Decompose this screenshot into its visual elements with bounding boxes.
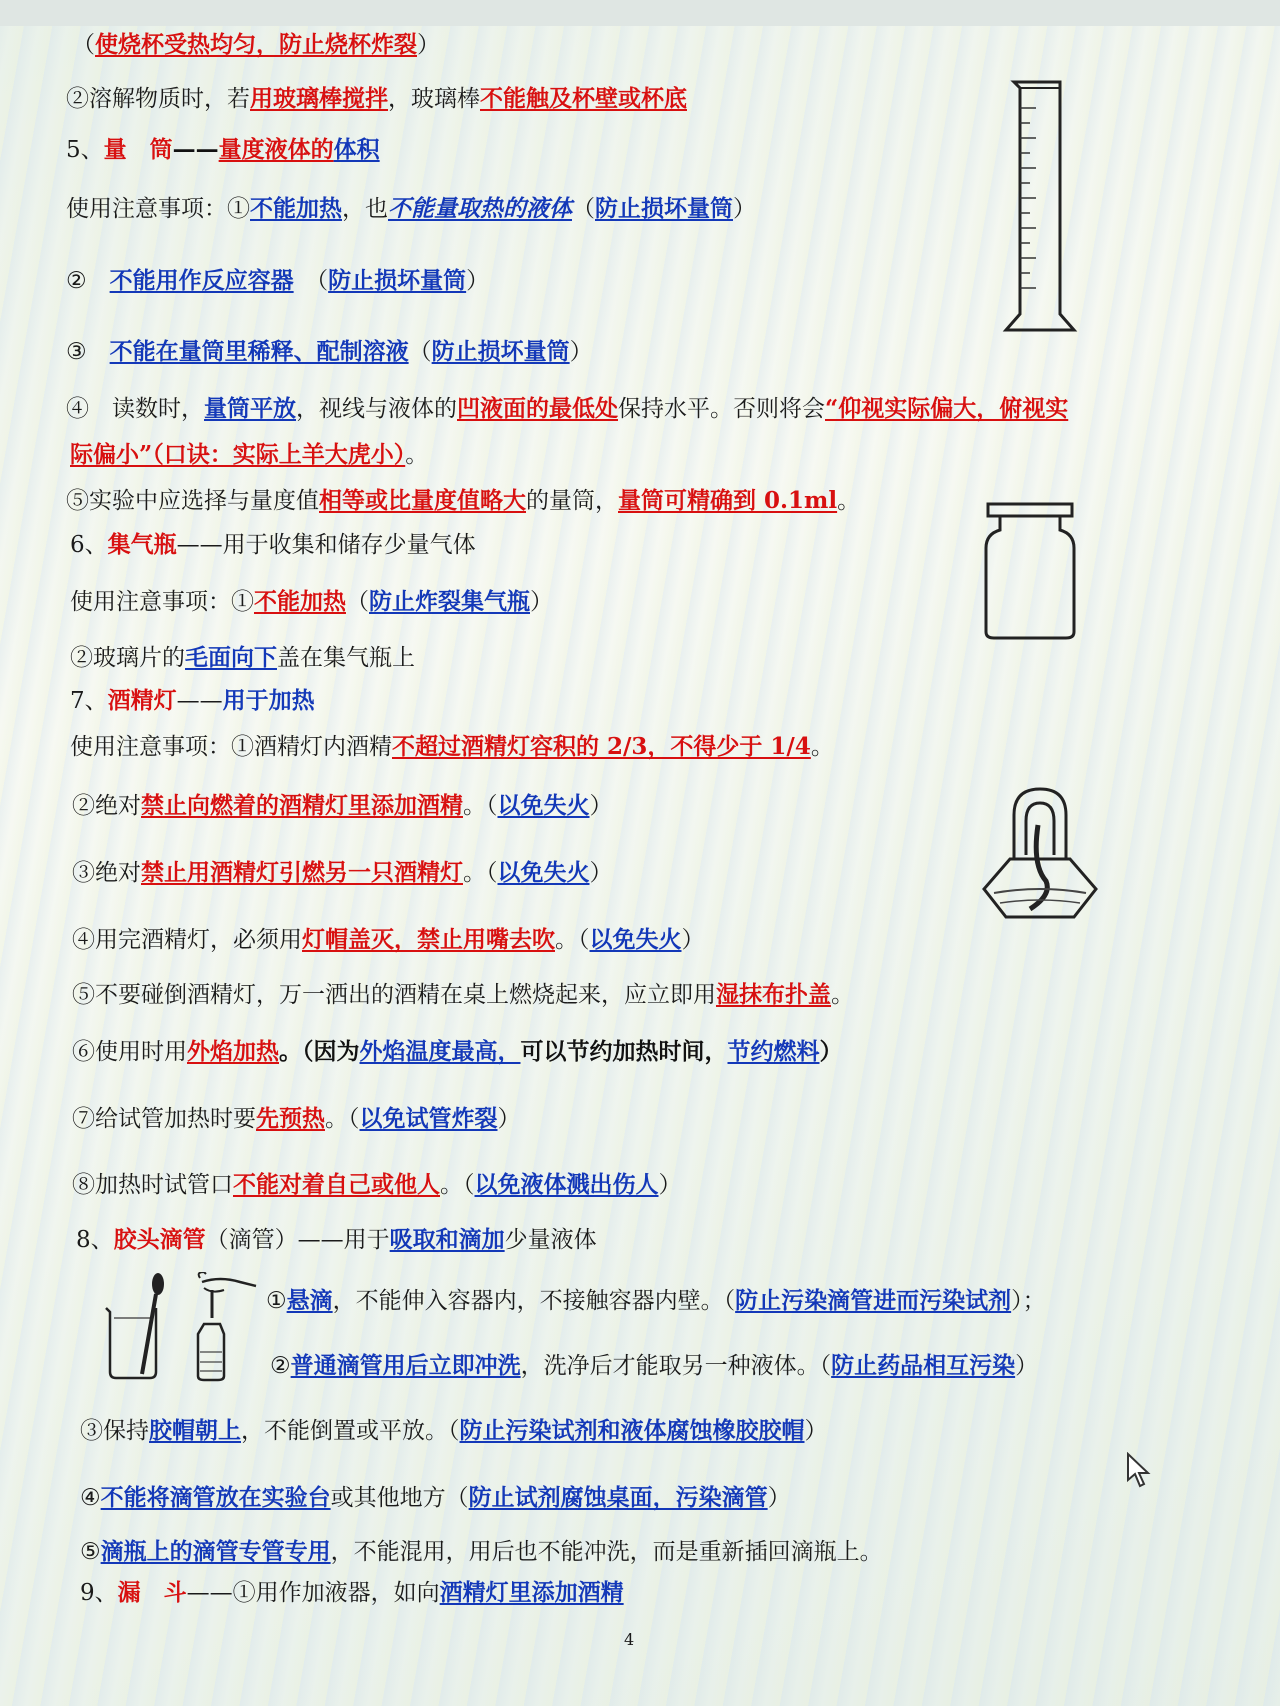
note-line: ② 不能用作反应容器 （防止损坏量筒） bbox=[66, 267, 490, 294]
gas-collecting-bottle-figure bbox=[980, 500, 1080, 642]
note-line: ②溶解物质时，若用玻璃棒搅拌，玻璃棒不能触及杯壁或杯底 bbox=[66, 85, 687, 112]
note-line: 际偏小”（口诀：实际上羊大虎小）。 bbox=[70, 441, 429, 468]
section-heading-graduated-cylinder: 5、量 筒——量度液体的体积 bbox=[66, 136, 380, 163]
note-line: ①悬滴，不能伸入容器内，不接触容器内壁。（防止污染滴管进而污染试剂）； bbox=[266, 1287, 1046, 1314]
page-number: 4 bbox=[624, 1630, 635, 1649]
note-line: ⑦给试管加热时要先预热。（以免试管炸裂） bbox=[72, 1105, 521, 1132]
section-heading-dropper: 8、胶头滴管（滴管）——用于吸取和滴加少量液体 bbox=[76, 1226, 597, 1253]
note-line: 使用注意事项：①酒精灯内酒精不超过酒精灯容积的 2/3，不得少于 1/4。 bbox=[70, 733, 834, 760]
note-line: ⑧加热时试管口不能对着自己或他人。（以免液体溅出伤人） bbox=[72, 1171, 682, 1198]
note-line: ⑤滴瓶上的滴管专管专用，不能混用，用后也不能冲洗，而是重新插回滴瓶上。 bbox=[80, 1538, 883, 1565]
note-line: ③ 不能在量筒里稀释、配制溶液（防止损坏量筒） bbox=[66, 338, 593, 365]
note-line: （使烧杯受热均匀，防止烧杯炸裂） bbox=[72, 31, 440, 58]
note-line: ④不能将滴管放在实验台或其他地方（防止试剂腐蚀桌面，污染滴管） bbox=[80, 1484, 791, 1511]
note-line: 使用注意事项：①不能加热（防止炸裂集气瓶） bbox=[70, 588, 553, 615]
note-line: ④ 读数时，量筒平放，视线与液体的凹液面的最低处保持水平。否则将会“仰视实际偏大，俯视实 bbox=[66, 395, 1069, 422]
note-line: ④用完酒精灯，必须用灯帽盖灭，禁止用嘴去吹。（以免失火） bbox=[72, 926, 705, 953]
note-line: ③绝对禁止用酒精灯引燃另一只酒精灯。（以免失火） bbox=[72, 859, 613, 886]
note-line: ⑤实验中应选择与量度值相等或比量度值略大的量筒，量筒可精确到 0.1ml。 bbox=[66, 487, 861, 514]
mouse-cursor-icon bbox=[1126, 1452, 1152, 1490]
screen-top-edge bbox=[0, 0, 1280, 26]
note-line: ⑤不要碰倒酒精灯，万一洒出的酒精在桌上燃烧起来，应立即用湿抹布扑盖。 bbox=[72, 981, 854, 1008]
note-line: ②玻璃片的毛面向下盖在集气瓶上 bbox=[70, 644, 415, 671]
section-heading-funnel: 9、漏 斗——①用作加液器，如向酒精灯里添加酒精 bbox=[80, 1579, 624, 1606]
section-heading-alcohol-lamp: 7、酒精灯——用于加热 bbox=[70, 687, 315, 714]
alcohol-lamp-figure bbox=[980, 785, 1100, 931]
note-line: ②绝对禁止向燃着的酒精灯里添加酒精。（以免失火） bbox=[72, 792, 613, 819]
dropper-figure bbox=[100, 1272, 270, 1384]
graduated-cylinder-figure bbox=[1000, 78, 1080, 343]
section-heading-gas-bottle: 6、集气瓶——用于收集和储存少量气体 bbox=[70, 531, 476, 558]
note-line: ②普通滴管用后立即冲洗，洗净后才能取另一种液体。（防止药品相互污染） bbox=[270, 1352, 1039, 1379]
note-line: ⑥使用时用外焰加热。（因为外焰温度最高，可以节约加热时间，节约燃料） bbox=[72, 1038, 843, 1065]
note-line: ③保持胶帽朝上，不能倒置或平放。（防止污染试剂和液体腐蚀橡胶胶帽） bbox=[80, 1417, 828, 1444]
note-line: 使用注意事项：①不能加热，也不能量取热的液体（防止损坏量筒） bbox=[66, 195, 756, 222]
